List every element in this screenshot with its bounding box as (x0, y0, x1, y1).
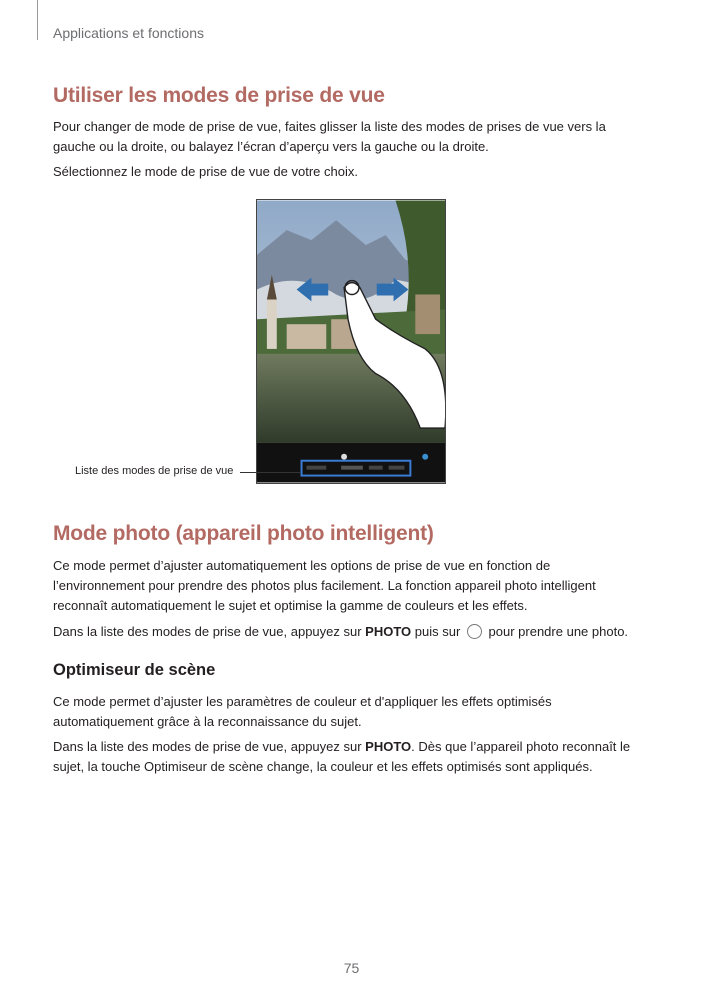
subsection-heading-scene-optimizer: Optimiseur de scène (53, 661, 216, 679)
section-heading-photo-mode: Mode photo (appareil photo intelligent) (53, 522, 434, 545)
paragraph-scene-instruction (53, 737, 643, 777)
text-segment: pour prendre une photo. (484, 624, 629, 639)
paragraph-photo-instruction (53, 622, 643, 642)
shutter-button-icon (467, 624, 482, 639)
text-segment: puis sur (411, 624, 464, 639)
running-header: Applications et fonctions (53, 25, 204, 41)
text-segment: . Dès que l’appareil photo reconnaît le sujet, la touche Optimiseur de scène change, la couleur et les effets optimisés sont appliqués. (53, 739, 631, 774)
paragraph-select-mode: Sélectionnez le mode de prise de vue de votre choix. (53, 164, 358, 179)
camera-preview-illustration (256, 199, 446, 484)
callout-leader-line (240, 472, 300, 473)
bold-mode-name: PHOTO (365, 739, 412, 754)
camera-preview-figure (256, 199, 446, 484)
paragraph-change-mode: Pour changer de mode de prise de vue, faites glisser la liste des modes de prises de vue vers la gauche ou la droite, ou balayez l’écran d’aperçu vers la gauche ou la droite. (53, 119, 606, 154)
callout-mode-list-label: Liste des modes de prise de vue (75, 465, 234, 477)
paragraph-smart-camera: Ce mode permet d’ajuster automatiquement les options de prise de vue en fonction de l’environnement pour prendre des photos plus facilement. La fonction appareil photo intelligent reconnaît automatiquement le sujet et optimise la gamme de couleurs et les effets. (53, 558, 596, 613)
paragraph-scene-optimizer: Ce mode permet d’ajuster les paramètres de couleur et d'appliquer les effets optimisés automatiquement grâce à la reconnaissance du sujet. (53, 694, 552, 729)
page-number: 75 (343, 960, 360, 976)
margin-rule (37, 0, 38, 40)
text-segment: Dans la liste des modes de prise de vue, appuyez sur (53, 739, 366, 754)
text-segment: Dans la liste des modes de prise de vue, appuyez sur (53, 624, 366, 639)
bold-mode-name: PHOTO (365, 624, 412, 639)
section-heading-modes: Utiliser les modes de prise de vue (53, 84, 385, 107)
